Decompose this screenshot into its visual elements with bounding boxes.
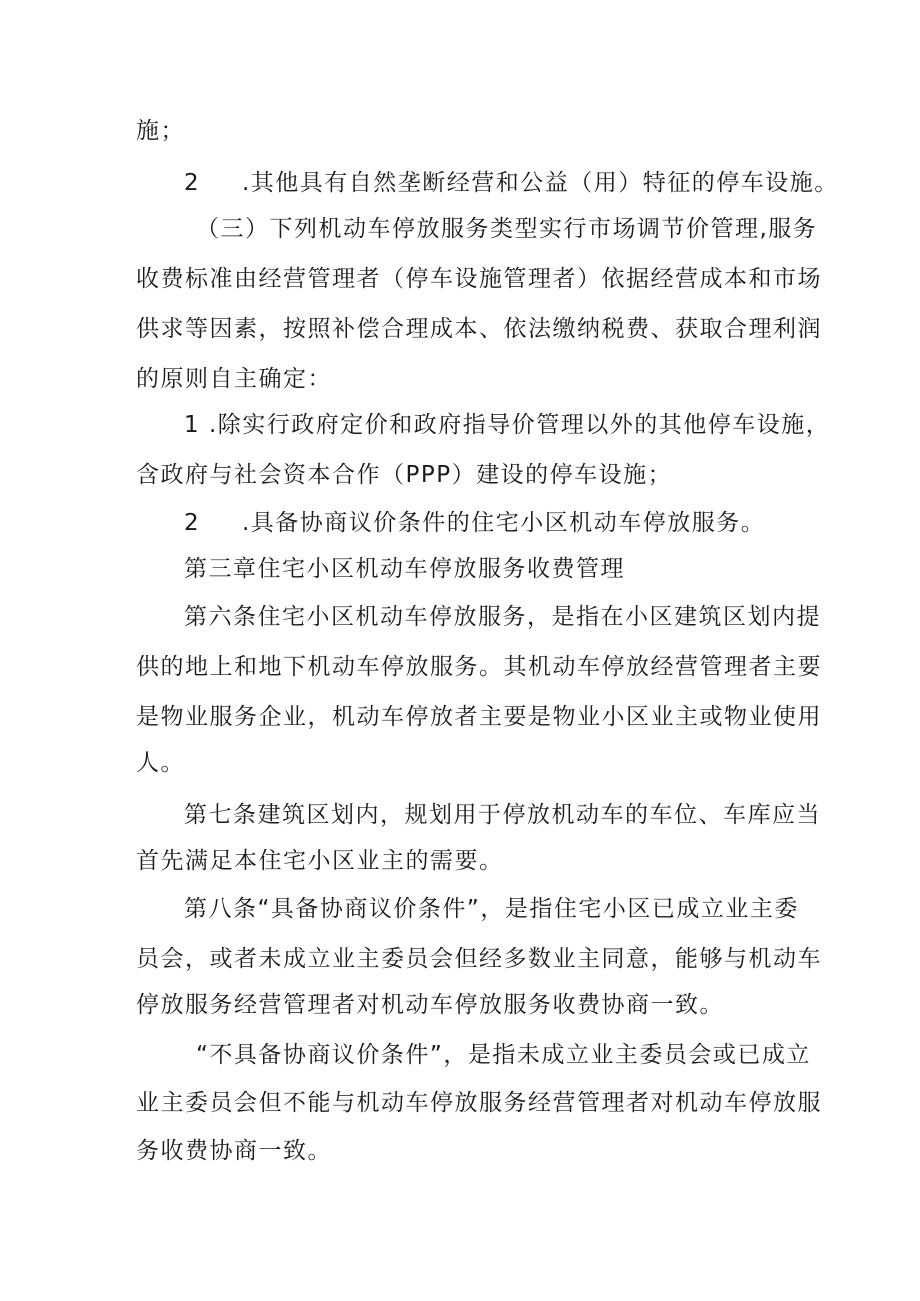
text-line: 供的地上和地下机动车停放服务。其机动车停放经营管理者主要 <box>136 654 822 680</box>
article-line: 第七条建筑区划内，规划用于停放机动车的车位、车库应当 <box>184 802 821 828</box>
text-line: 供求等因素，按照补偿合理成本、依法缴纳税费、获取合理利润 <box>136 316 822 342</box>
article-line: 第六条住宅小区机动车停放服务，是指在小区建筑区划内提 <box>184 604 821 630</box>
text-line: .具备协商议价条件的住宅小区机动车停放服务。 <box>242 510 766 536</box>
definition-line: “不具备协商议价条件”，是指未成立业主委员会或已成立 <box>196 1042 811 1068</box>
text-line: 施； <box>136 118 185 144</box>
text-line: 员会，或者未成立业主委员会但经多数业主同意，能够与机动车 <box>136 946 822 972</box>
section-heading: （三）下列机动车停放服务类型实行市场调节价管理,服务 <box>196 216 818 242</box>
list-item-number: 2 <box>184 510 201 536</box>
article-line: 第八条“具备协商议价条件”，是指住宅小区已成立业主委 <box>184 896 799 922</box>
list-item: 1 .除实行政府定价和政府指导价管理以外的其他停车设施， <box>184 412 831 438</box>
chapter-heading: 第三章住宅小区机动车停放服务收费管理 <box>184 556 625 582</box>
list-item-number: 2 <box>184 170 201 196</box>
text-line: 人。 <box>136 750 185 776</box>
text-line: 首先满足本住宅小区业主的需要。 <box>136 848 504 874</box>
text-line: 业主委员会但不能与机动车停放服务经营管理者对机动车停放服 <box>136 1090 822 1116</box>
text-line: 是物业服务企业，机动车停放者主要是物业小区业主或物业使用 <box>136 704 822 730</box>
text-line: 收费标准由经营管理者（停车设施管理者）依据经营成本和市场 <box>136 266 822 292</box>
text-line: 的原则自主确定： <box>136 366 332 392</box>
text-line: 含政府与社会资本合作（PPP）建设的停车设施； <box>136 462 673 488</box>
text-line: .其他具有自然垄断经营和公益（用）特征的停车设施。 <box>242 170 839 196</box>
text-line: 务收费协商一致。 <box>136 1138 332 1164</box>
text-line: 停放服务经营管理者对机动车停放服务收费协商一致。 <box>136 992 724 1018</box>
